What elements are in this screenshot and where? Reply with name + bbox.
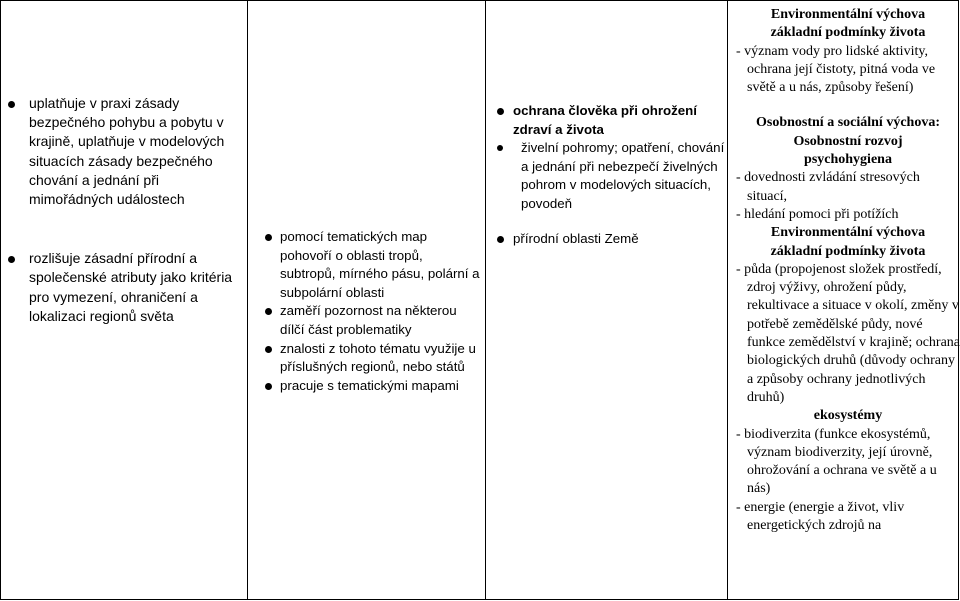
list-item: zaměří pozornost na některou dílčí část problematiky (280, 302, 480, 339)
spacer (736, 97, 960, 114)
text-line: - význam vody pro lidské aktivity, ochrana její čistoty, pitná voda ve světě a u nás, způsoby řešení) (736, 43, 936, 96)
text-line: - biodiverzita (funkce ekosystémů, význam biodiverzity, její úrovně, ohrožování a ochrana ve světě a u nás) (736, 426, 937, 497)
expected-outcomes-column (1, 1, 247, 599)
list-item: pomocí tematických map pohovoří o oblasti tropů, subtropů, mírného pásu, polární a subpolární oblasti (280, 228, 480, 302)
outcomes-list (29, 94, 241, 326)
cross-curricular-column (727, 1, 960, 599)
section-heading: Environmentální výchova (770, 225, 926, 241)
list-item (513, 102, 725, 214)
section-subheading: základní podmínky života (770, 25, 926, 41)
school-outcomes-column (247, 1, 485, 599)
list-item: rozlišuje zásadní přírodní a společenské atributy jako kritéria pro vymezení, ohraničení a lokalizaci regionů světa (29, 249, 241, 326)
list-item: pracuje s tematickými mapami (280, 377, 480, 396)
section-heading: Environmentální výchova (770, 7, 926, 22)
text-line: - hledání pomoci při potížích (736, 206, 899, 222)
list-item: uplatňuje v praxi zásady bezpečného pohybu a pobytu v krajině, uplatňuje v modelových situacích zásady bezpečného chování a jednání při mimořádných událostech (29, 94, 241, 209)
list-item: znalosti z tohoto tématu využije u příslušných regionů, nebo států (280, 340, 480, 377)
text-line: - dovednosti zvládání stresových situací, (736, 170, 920, 204)
section-subheading: psychohygiena (804, 152, 892, 168)
bullet-icon (497, 145, 503, 151)
subject-matter-column (485, 1, 727, 599)
text-line: - energie (energie a život, vliv energetických zdrojů na (736, 499, 905, 534)
cross-curricular-text (736, 6, 960, 535)
school-outcomes-list (280, 228, 480, 395)
section-heading: Osobnostní a sociální výchova: (756, 115, 940, 131)
sub-item-text: živelní pohromy; opatření, chování a jednání při nebezpečí živelných pohrom v modelových situacích, povodeň (521, 140, 725, 211)
section-subheading: ekosystémy (813, 408, 883, 424)
text-line: - půda (propojenost složek prostředí, zdroj výživy, ohrožení půdy, rekultivace a situace v okolí, změny v potřebě zemědělské půdy, nové funkce zemědělství v krajině; ochrana biologických druhů (důvody ochrany a způsoby ochrany jednotlivých druhů) (736, 261, 960, 405)
section-subheading: Osobnostní rozvoj (793, 133, 903, 149)
subject-matter-list (513, 102, 725, 248)
list-item: přírodní oblasti Země (513, 230, 725, 249)
sub-item (513, 139, 725, 213)
section-subheading: základní podmínky života (770, 243, 926, 259)
topic-heading: ochrana člověka při ohrožení zdraví a života (513, 103, 697, 137)
